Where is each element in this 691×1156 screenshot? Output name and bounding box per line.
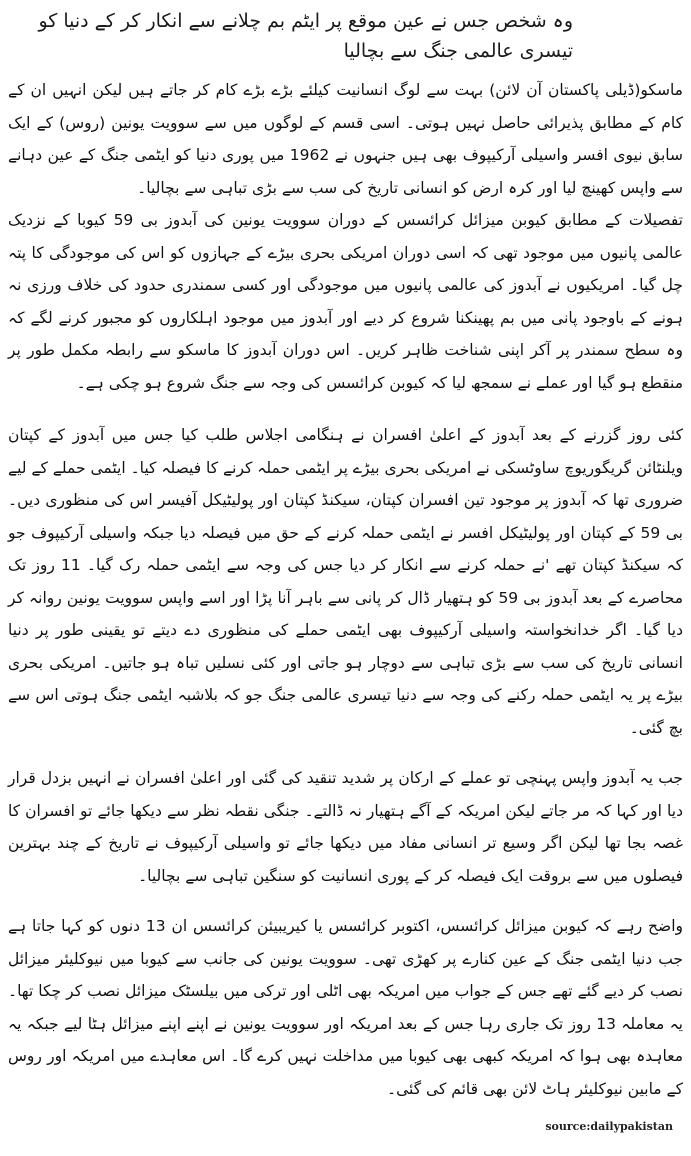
article-title: وہ شخص جس نے عین موقع پر ایٹم بم چلانے سے انکار کر کے دنیا کو تیسری عالمی جنگ سے بچالیا xyxy=(38,10,573,62)
article xyxy=(8,6,683,1119)
article-paragraph: ماسکو(ڈیلی پاکستان آن لائن) بہت سے لوگ انسانیت کیلئے بڑے بڑے کام کر جاتے ہیں لیکن انہیں ان کے کام کے مطابق پذیرائی حاصل نہیں ہوتی۔ اسی قسم کے لوگوں میں سے سوویت یونین (روس) کے ایک سابق نیوی افسر واسیلی آرکیپوف بھی ہیں جنہوں نے 1962 میں پوری دنیا کو ایٹمی جنگ کے عین دہانے سے واپس کھینچ لیا اور کرہ ارض کو انسانی تاریخ کی سب سے بڑی تباہی سے بچالیا۔ xyxy=(8,81,683,197)
source-credit: source:dailypakistan xyxy=(545,1120,673,1133)
article-paragraph: واضح رہے کہ کیوبن میزائل کرائسس، اکتوبر کرائسس یا کیریبیئن کرائسس ان 13 دنوں کو کہا جاتا ہے جب دنیا ایٹمی جنگ کے عین کنارے پر کھڑی تھی۔ سوویت یونین کی جانب سے کیوبا میں نیوکلیئر میزائل نصب کر دیے گئے تھے جس کے جواب میں امریکہ بھی اٹلی اور ترکی میں بیلسٹک میزائل نصب کر چکا تھا۔ یہ معاملہ 13 روز تک جاری رہا جس کے بعد امریکہ اور سوویت یونین نے اپنے اپنے میزائل ہٹا لیے جبکہ یہ معاہدہ بھی ہوا کہ امریکہ کبھی بھی کیوبا میں مداخلت نہیں کرے گا۔ اس معاہدے میں امریکہ اور روس کے مابین نیوکلیئر ہاٹ لائن بھی قائم کی گئی۔ xyxy=(8,917,683,1098)
article-paragraph: تفصیلات کے مطابق کیوبن میزائل کرائسس کے دوران سوویت یونین کی آبدوز بی 59 کیوبا کے نزدیک عالمی پانیوں میں موجود تھی کہ اسی دوران امریکی بحری بیڑے کے جہازوں کو اس کی موجودگی کا پتہ چل گیا۔ امریکیوں نے آبدوز کی عالمی پانیوں میں موجودگی اور کسی سمندری حدود کی خلاف ورزی نہ ہونے کے باوجود پانی میں بم پھینکنا شروع کر دیے اور آبدوز میں موجود اہلکاروں کو مجبور کرنے لگے کہ وہ سطح سمندر پر آکر اپنی شناخت ظاہر کریں۔ اس دوران آبدوز کا ماسکو سے رابطہ مکمل طور پر منقطع ہو گیا اور عملے نے سمجھ لیا کہ کیوبن کرائسس کی وجہ سے جنگ شروع ہو چکی ہے۔ xyxy=(8,211,683,392)
article-paragraph: جب یہ آبدوز واپس پہنچی تو عملے کے ارکان پر شدید تنقید کی گئی اور اعلیٰ افسران نے انہیں بزدل قرار دیا اور کہا کہ مر جاتے لیکن امریکہ کے آگے ہتھیار نہ ڈالتے۔ جنگی نقطہ نظر سے دیکھا جائے تو افسران کا غصہ بجا تھا لیکن اگر وسیع تر انسانی مفاد میں دیکھا جائے تو واسیلی آرکیپوف نے تاریخ کے چند بہترین فیصلوں میں سے بروقت ایک فیصلہ کر کے پوری انسانیت کو سنگین تباہی سے بچالیا۔ xyxy=(8,769,683,885)
article-paragraph: کئی روز گزرنے کے بعد آبدوز کے اعلیٰ افسران نے ہنگامی اجلاس طلب کیا جس میں آبدوز کے کپتان ویلنٹائن گریگوریوچ ساوٹسکی نے امریکی بحری بیڑے پر ایٹمی حملہ کرنے کا فیصلہ کیا۔ ایٹمی حملے کے لیے ضروری تھا کہ آبدوز پر موجود تین افسران کپتان، سیکنڈ کپتان اور پولیٹیکل آفیسر اس کی منظوری دیں۔ بی 59 کے کپتان اور پولیٹیکل افسر نے ایٹمی حملہ کرنے کے حق میں فیصلہ دیا جبکہ واسیلی آرکیپوف جو کہ سیکنڈ کپتان تھے 'نے حملہ کرنے سے انکار کر دیا جس کی وجہ سے ایٹمی حملہ رک گیا۔ 11 روز تک محاصرے کے بعد آبدوز بی 59 کو ہتھیار ڈال کر پانی سے باہر آنا پڑا اور اسے واپس سوویت یونین روانہ کر دیا گیا۔ اگر خدانخواستہ واسیلی آرکیپوف بھی ایٹمی حملے کی منظوری دے دیتے تو یقینی طور پر دنیا انسانی تاریخ کی سب سے بڑی تباہی سے دوچار ہو جاتی اور کئی نسلیں تباہ ہو جاتیں۔ امریکی بحری بیڑے پر یہ ایٹمی حملہ رکنے کی وجہ سے دنیا تیسری عالمی جنگ جو کہ بلاشبہ ایٹمی جنگ ہوتی اس سے بچ گئی۔ xyxy=(7,426,683,737)
